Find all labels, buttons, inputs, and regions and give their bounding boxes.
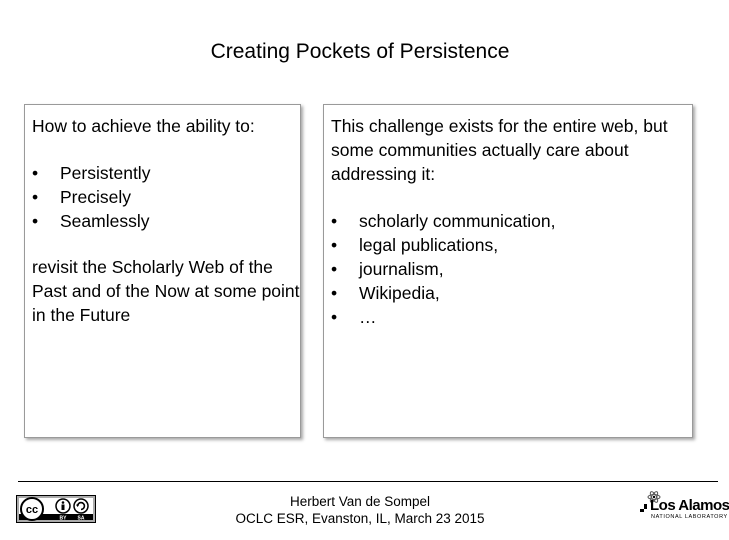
right-content-box xyxy=(323,104,693,438)
cc-by-text: BY xyxy=(59,515,67,522)
cc-sa-text: SA xyxy=(77,515,85,522)
los-alamos-subtitle: NATIONAL LABORATORY xyxy=(651,514,728,520)
list-item: • Seamlessly xyxy=(32,209,300,233)
list-item: • Wikipedia, xyxy=(331,281,692,305)
footer-author: Herbert Van de Sompel xyxy=(289,494,431,509)
left-intro-text: How to achieve the ability to: xyxy=(32,116,255,136)
left-content-box xyxy=(24,104,301,438)
right-intro-text: This challenge exists for the entire web, but some communities actually care about addressing it: xyxy=(331,116,668,184)
list-item: • Precisely xyxy=(32,185,300,209)
right-bullet-list xyxy=(331,209,692,329)
footer-event: OCLC ESR, Evanston, IL, March 23 2015 xyxy=(235,511,485,526)
slide-title: Creating Pockets of Persistence xyxy=(210,40,510,63)
cc-badge-text: cc xyxy=(25,504,39,516)
list-item: • journalism, xyxy=(331,257,692,281)
list-item: • … xyxy=(331,305,692,329)
left-outro-text: revisit the Scholarly Web of the Past and of the Now at some point in the Future xyxy=(32,257,300,325)
list-item: • scholarly communication, xyxy=(331,209,692,233)
los-alamos-logo xyxy=(632,488,729,528)
left-bullet-list xyxy=(32,161,300,233)
footer-credit xyxy=(200,493,520,527)
footer-divider xyxy=(18,481,718,482)
list-item: • Persistently xyxy=(32,161,300,185)
list-item: • legal publications, xyxy=(331,233,692,257)
los-alamos-wordmark: Los Alamos xyxy=(650,497,729,514)
cc-by-sa-icon xyxy=(16,495,96,523)
